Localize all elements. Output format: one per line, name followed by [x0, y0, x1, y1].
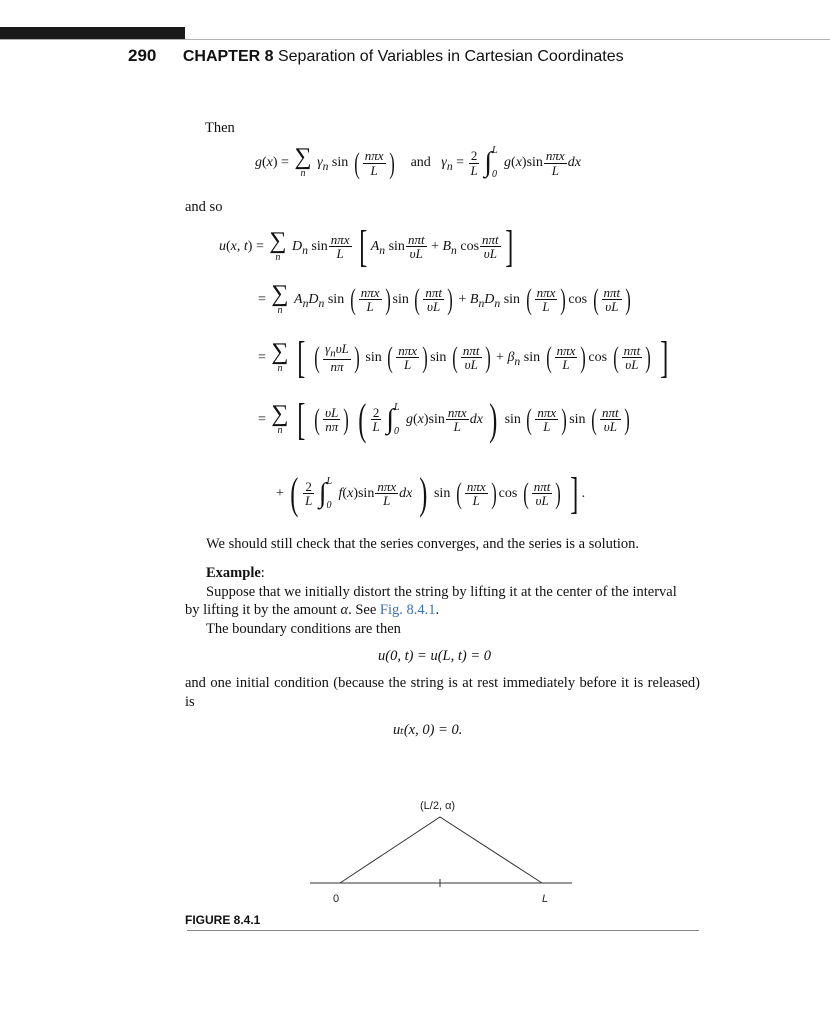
- figure-caption: FIGURE 8.4.1: [185, 913, 261, 927]
- chapter-label: CHAPTER 8: [182, 48, 274, 65]
- figure-rule: [187, 930, 699, 931]
- initial-equation: uₜ(x, 0) = 0.: [393, 722, 463, 738]
- equation-u-line-1: u(x, t) = ∑ n $D_n$ sin nπx L [ $A_n$ sin nπt υL + $B_n$ cos nπt υL ]: [219, 222, 514, 271]
- check-text: We should still check that the series converges, and the series is a solution.: [206, 536, 640, 552]
- initial-intro: and one initial condition (because the string is at rest immediately before it is released) is: [185, 675, 700, 710]
- figure-8-4-1: [300, 790, 590, 915]
- equation-u-line-3: = ∑ n [ ( $\gamma_n\upsilon L$ nπ ) sin ( nπx L ) sin ( nπt υL ) + $\beta_n$ sin ( nπx L ) cos ( nπt υL ) ]: [258, 333, 669, 382]
- example-body-2b: . See: [348, 602, 380, 618]
- header-rule: [0, 39, 830, 40]
- example-body-2c: .: [435, 602, 440, 618]
- equation-u-line-5: + ( $\frac{2}{L}$ ∫ L 0 f(x)sin nπx L dx ) sin ( nπx L ) cos ( nπt υL ) ] .: [276, 469, 586, 518]
- example-body-1: Suppose that we initially distort the string by lifting it at the center of the interval: [206, 584, 677, 600]
- chapter-title: Separation of Variables in Cartesian Coordinates: [277, 48, 624, 65]
- and-word: and: [410, 155, 431, 171]
- example-body-2: [185, 602, 439, 619]
- running-header: [128, 46, 624, 66]
- page-number: 290: [128, 46, 157, 65]
- triangle-profile: [340, 817, 542, 883]
- boundary-intro: The boundary conditions are then: [206, 621, 401, 637]
- figure-link[interactable]: Fig. 8.4.1: [379, 602, 436, 618]
- equation-g-series: g(x) = ∑ n $\gamma_n$ sin ( nπx L ) and $\gamma_n$ = $\frac{2}{L}$ ∫ L 0 g(x)sin nπx L dx: [255, 144, 581, 180]
- peak-label: (L/2, α): [420, 800, 456, 812]
- and-so-text: and so: [185, 199, 223, 215]
- then-text: Then: [205, 120, 235, 136]
- example-label: Example: [206, 565, 261, 581]
- example-heading: [206, 565, 265, 582]
- equation-u-line-2: = ∑ n $A_nD_n$ sin ( nπx L ) sin ( nπt υL ) + $B_nD_n$ sin ( nπx L ) cos ( nπt υL ): [258, 281, 631, 317]
- length-label: L: [542, 893, 549, 905]
- example-body-2a: by lifting it by the amount: [185, 602, 341, 618]
- alpha-symbol: α: [340, 602, 349, 618]
- example-colon: :: [260, 565, 265, 581]
- equation-u-line-4: = ∑ n [ ( υL nπ ) ( $\frac{2}{L}$ ∫ L 0 g(x)sin nπx L dx ) sin ( nπx L ) sin ( nπt υL ): [258, 395, 630, 444]
- boundary-equation: u(0, t) = u(L, t) = 0: [378, 648, 492, 664]
- origin-label: 0: [333, 893, 340, 905]
